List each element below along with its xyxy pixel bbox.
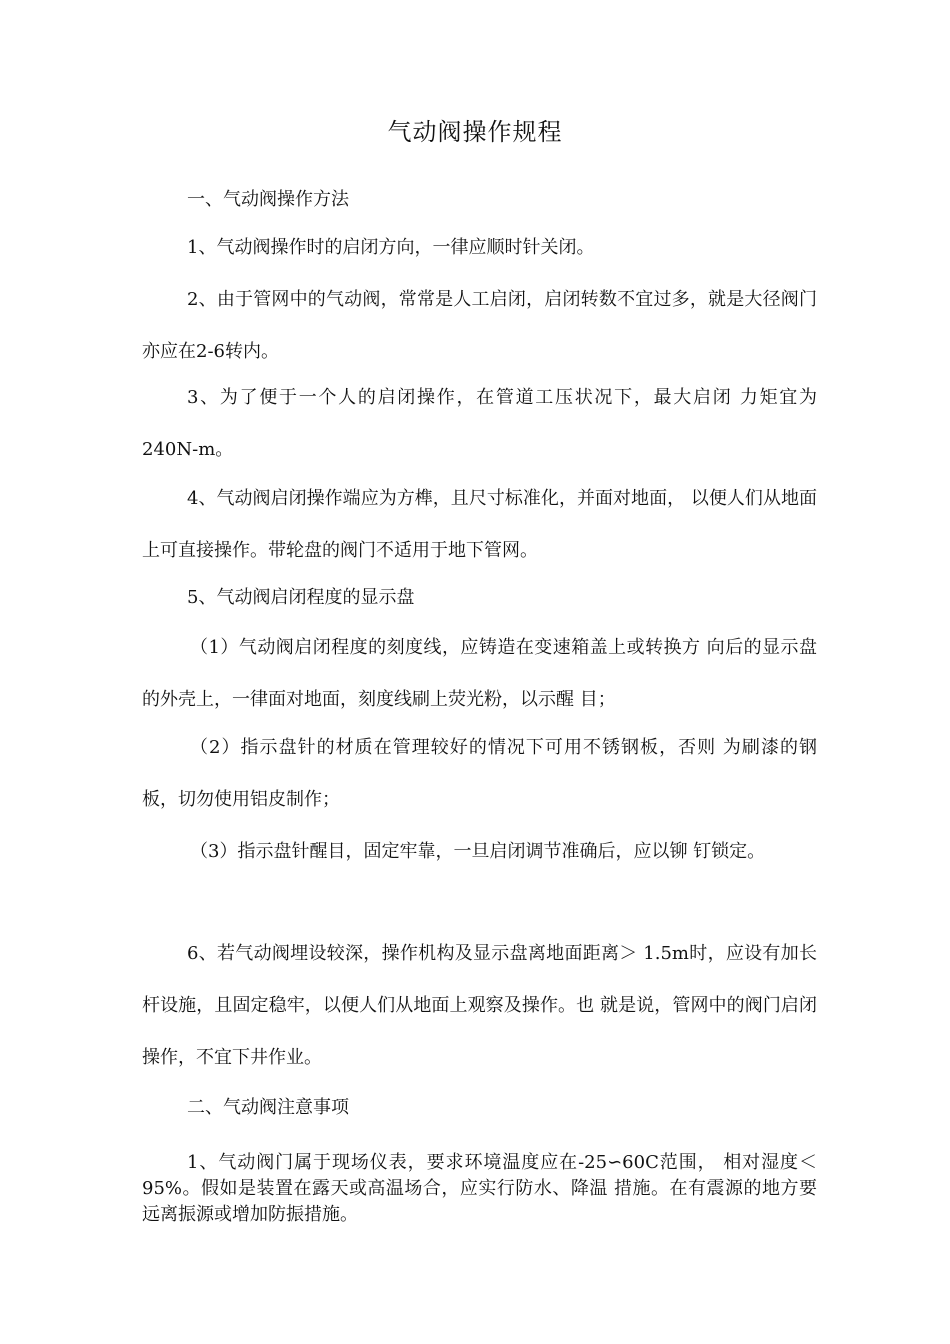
paragraph-item-3: 3、为了便于一个人的启闭操作，在管道工压状况下，最大启闭 力矩宜为240N-m。 [142, 387, 817, 460]
paragraph-item-1: 1、气动阀操作时的启闭方向，一律应顺时针关闭。 [187, 237, 595, 258]
paragraph-notes-item-1: 1、气动阀门属于现场仪表，要求环境温度应在-25∽60C范围， 相对湿度＜95%。假如是装置在露天或高温场合，应实行防水、降温 措施。在有震源的地方要远离振源或增加防振措施。 [142, 1152, 817, 1225]
paragraph-item-4: 4、气动阀启闭操作端应为方榫，且尺寸标准化，并面对地面， 以便人们从地面上可直接操作。带轮盘的阀门不适用于地下管网。 [142, 488, 817, 561]
section-heading-notes: 二、气动阀注意事项 [187, 1097, 349, 1118]
paragraph-subitem-1: （1）气动阀启闭程度的刻度线，应铸造在变速箱盖上或转换方 向后的显示盘的外壳上，一律面对地面，刻度线刷上荧光粉，以示醒 目； [142, 637, 817, 710]
paragraph-subitem-2: （2）指示盘针的材质在管理较好的情况下可用不锈钢板，否则 为刷漆的钢板，切勿使用铝皮制作； [142, 737, 817, 810]
paragraph-subitem-3: （3）指示盘针醒目，固定牢靠，一旦启闭调节准确后，应以铆 钉锁定。 [190, 841, 766, 862]
paragraph-item-5: 5、气动阀启闭程度的显示盘 [187, 587, 415, 608]
document-title: 气动阀操作规程 [387, 118, 563, 146]
paragraph-item-2: 2、由于管网中的气动阀，常常是人工启闭，启闭转数不宜过多，就是大径阀门亦应在2-6转内。 [142, 289, 817, 362]
paragraph-item-6: 6、若气动阀埋设较深，操作机构及显示盘离地面距离＞ 1.5m时，应设有加长杆设施，且固定稳牢，以便人们从地面上观察及操作。也 就是说，管网中的阀门启闭操作，不宜下井作业。 [142, 943, 817, 1068]
section-heading-operation: 一、气动阀操作方法 [187, 189, 349, 210]
